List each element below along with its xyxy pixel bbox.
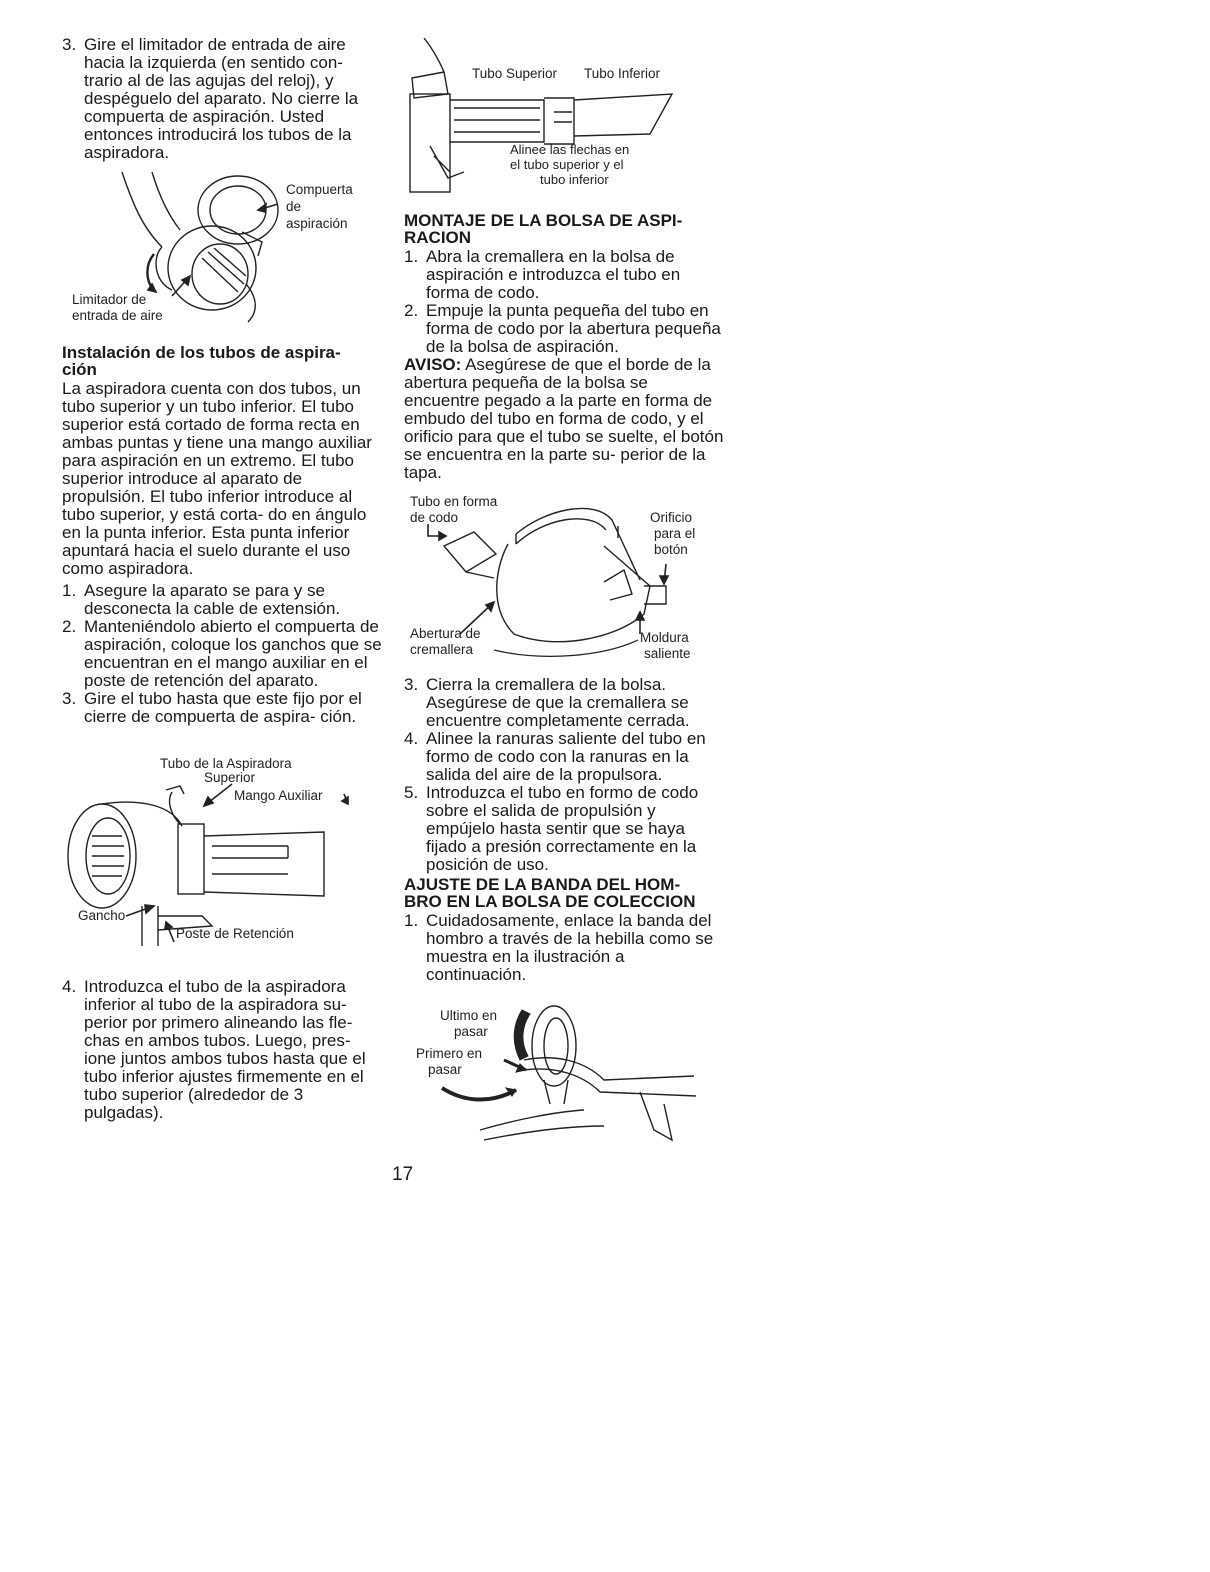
intro-paragraph: La aspiradora cuenta con dos tubos, un tubo superior y un tubo inferior. El tubo superior está cortado de forma recta en ambas puntas y tiene una mango auxiliar para aspiración en un extremo. El tubo superior introduce al aparato de propulsión. El tubo inferior introduce al tubo superior, y está corta- do en ángulo en la punta inferior. Esta punta inferior apuntará hacia el suelo durante el uso como aspiradora. (62, 379, 372, 578)
step-text: Introduzca el tubo de la aspiradora inferior al tubo de la aspiradora su- perior por primero alineando las fle- chas en ambos tubos. Luego, pres- ione juntos ambos tubos hasta que el tubo inferior ajustes firmemente en el tubo superior (alrededor de 3 pulgadas). (84, 977, 366, 1122)
figure-strap (404, 1000, 726, 1160)
step-number: 1. (404, 247, 419, 266)
step-number: 1. (404, 911, 419, 930)
heading-ajuste (404, 876, 726, 910)
step-number: 5. (404, 783, 419, 802)
list-item (62, 690, 384, 726)
list-item (62, 582, 384, 618)
ajuste-steps (404, 912, 726, 984)
step-text: Manteniéndolo abierto el compuerta de aspiración, coloque los ganchos que se encuentran en el mango auxiliar en el poste de retención del aparato. (84, 617, 382, 690)
heading-line: Instalación de los tubos de aspira- (62, 343, 341, 362)
list-item (404, 302, 726, 356)
aviso-label: AVISO: (404, 355, 462, 374)
label-entrada: entrada de aire (72, 308, 163, 323)
list-item (404, 676, 726, 730)
step-text: Alinee la ranuras saliente del tubo en formo de codo con la ranuras en la salida del aire de la propulsora. (426, 729, 706, 784)
step-text: Cierra la cremallera de la bolsa. Asegúrese de que la cremallera se encuentre completamente cerrada. (426, 675, 690, 730)
label-tubo-forma: Tubo en forma (410, 494, 498, 509)
label-alinee-3: tubo inferior (540, 172, 609, 187)
list-item (62, 618, 384, 690)
label-alinee-1: Alinee las flechas en (510, 142, 630, 157)
label-moldura: Moldura (640, 630, 689, 645)
heading-tubos (62, 344, 384, 378)
step-number: 2. (404, 301, 419, 320)
list-item (404, 912, 726, 984)
strap-illustration (404, 1000, 726, 1160)
label-superior: Superior (204, 770, 256, 785)
step-number: 1. (62, 581, 77, 600)
heading-montaje (404, 212, 726, 246)
step-number: 3. (404, 675, 419, 694)
label-primero: Primero en (416, 1046, 483, 1061)
label-saliente: saliente (644, 646, 691, 661)
label-gancho: Gancho (78, 908, 126, 923)
page-number: 17 (392, 1164, 414, 1185)
label-tubo-inferior: Tubo Inferior (584, 66, 661, 81)
label-aspiracion: aspiración (286, 216, 348, 231)
step-text: Empuje la punta pequeña del tubo en forma de codo por la abertura pequeña de la bolsa de aspiración. (426, 301, 721, 356)
heading-line: MONTAJE DE LA BOLSA DE ASPI- (404, 211, 683, 230)
list-item (404, 730, 726, 784)
label-tubo-superior: Tubo Superior (472, 66, 558, 81)
bolsa-steps (404, 676, 726, 874)
step-text: Abra la cremallera en la bolsa de aspiración e introduzca el tubo en forma de codo. (426, 247, 681, 302)
label-tubo-aspiradora: Tubo de la Aspiradora (160, 756, 292, 771)
list-item (404, 784, 726, 874)
label-mango: Mango Auxiliar (234, 788, 323, 803)
figure-bag (404, 490, 726, 666)
step-text: Asegure la aparato se para y se desconecta la cable de extensión. (84, 581, 341, 618)
step-number: 3. (62, 35, 77, 54)
step-text: Introduzca el tubo en formo de codo sobre el salida de propulsión y empújelo hasta sentir que se haya fijado a presión correctamente en la posición de uso. (426, 783, 699, 874)
label-cremallera: cremallera (410, 642, 474, 657)
label-orificio: Orificio (650, 510, 693, 525)
figure-tube-attachment (62, 746, 384, 966)
heading-line: ción (62, 360, 97, 379)
label-ultimo: Ultimo en (440, 1008, 498, 1023)
label-pasar-1: pasar (454, 1024, 488, 1039)
list-item (62, 36, 384, 162)
heading-line: BRO EN LA BOLSA DE COLECCION (404, 892, 696, 911)
heading-line: RACION (404, 228, 472, 247)
left-steps-bottom (62, 978, 384, 1122)
left-column (62, 0, 384, 1122)
label-de-codo: de codo (410, 510, 459, 525)
list-item (404, 248, 726, 302)
label-poste: Poste de Retención (176, 926, 294, 941)
left-steps-top (62, 36, 384, 162)
label-limitador: Limitador de (72, 292, 147, 307)
step-number: 3. (62, 689, 77, 708)
label-alinee-2: el tubo superior y el (510, 157, 624, 172)
label-pasar-2: pasar (428, 1062, 462, 1077)
step-text: Cuidadosamente, enlace la banda del hombro a través de la hebilla como se muestra en la ilustración a continuación. (426, 911, 714, 984)
list-item (62, 978, 384, 1122)
label-para-el: para el (654, 526, 696, 541)
heading-line: AJUSTE DE LA BANDA DEL HOM- (404, 875, 681, 894)
label-boton: botón (654, 542, 688, 557)
step-number: 4. (404, 729, 419, 748)
montaje-steps (404, 248, 726, 356)
step-text: Gire el limitador de entrada de aire hacia la izquierda (en sentido con- trario al de las agujas del reloj), y despéguelo del aparato. No cierre la compuerta de aspiración. Usted entonces introducirá los tubos de la aspiradora. (84, 35, 359, 162)
aviso-paragraph (404, 356, 726, 482)
label-compuerta: Compuerta (286, 182, 353, 197)
aviso-text: Asegúrese de que el borde de la abertura pequeña de la bolsa se encuentre pegado a la parte en forma de embudo del tubo en forma de codo, y el orificio para que el tubo se suelte, el botón se encuentra en la parte su- perior de la tapa. (404, 355, 724, 482)
figure-air-intake (62, 172, 384, 338)
label-abertura: Abertura de (410, 626, 481, 641)
step-text: Gire el tubo hasta que este fijo por el cierre de compuerta de aspira- ción. (84, 689, 362, 726)
right-column (404, 0, 726, 1160)
step-number: 2. (62, 617, 77, 636)
tubos-steps (62, 582, 384, 726)
label-de: de (286, 199, 302, 214)
step-number: 4. (62, 977, 77, 996)
figure-tubes-align (404, 38, 726, 198)
